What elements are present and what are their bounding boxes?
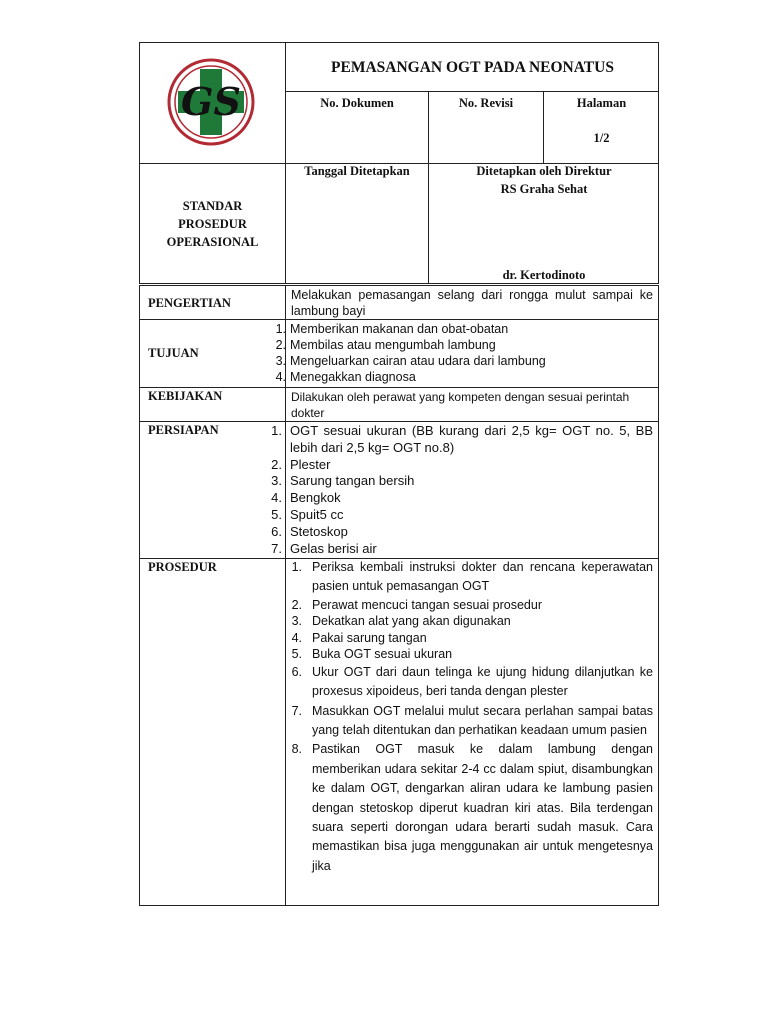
approved-by-label: Ditetapkan oleh Direktur (476, 164, 612, 178)
sop-label-line: PROSEDUR (178, 217, 247, 231)
list-item (266, 473, 653, 490)
list-text: Bengkok (290, 490, 341, 506)
document-title: PEMASANGAN OGT PADA NEONATUS (331, 59, 614, 76)
list-number: 3. (291, 614, 302, 629)
list-text: Pakai sarung tangan (312, 630, 427, 645)
list-item (266, 507, 653, 524)
list-text: Ukur OGT dari daun telinga ke ujung hidung dilanjutkan ke proxesus xipoideus, beri tanda dengan plester (312, 664, 653, 699)
list-number: 5. (291, 647, 302, 662)
list-item (266, 490, 653, 507)
sop-label-line: STANDAR (182, 199, 243, 213)
list-item (286, 646, 653, 663)
list-text: Mengeluarkan cairan atau udara dari lambung (290, 354, 546, 368)
section-label-prosedur: PROSEDUR (148, 560, 217, 574)
list-number: 3. (275, 354, 286, 368)
list-text: Periksa kembali instruksi dokter dan rencana keperawatan pasien untuk pemasangan OGT (312, 560, 653, 594)
doc-number-label: No. Dokumen (320, 96, 394, 110)
list-number: 4. (271, 490, 282, 506)
list-item (266, 457, 653, 474)
list-text: OGT sesuai ukuran (BB kurang dari 2,5 kg= OGT no. 5, BB lebih dari 2,5 kg= OGT no.8) (290, 423, 653, 455)
list-text: Masukkan OGT melalui mulut secara perlahan sampai batas yang telah ditentukan dan perhatikan keadaan umum pasien (312, 703, 653, 738)
section-label-pengertian: PENGERTIAN (148, 296, 231, 310)
page-label: Halaman (576, 96, 627, 110)
list-text: Membilas atau mengumbah lambung (290, 338, 496, 352)
list-text: Perawat mencuci tangan sesuai prosedur (312, 597, 542, 612)
section-label-tujuan: TUJUAN (148, 346, 199, 360)
list-item (266, 541, 653, 558)
section-list-prosedur (286, 558, 653, 876)
list-number: 1. (291, 560, 302, 574)
list-item (286, 702, 653, 741)
list-text: Plester (290, 456, 331, 472)
list-item (286, 558, 653, 597)
list-text: Spuit5 cc (290, 506, 344, 522)
list-item (286, 597, 653, 614)
logo-text: GS (181, 79, 241, 124)
list-number: 7. (291, 703, 302, 718)
sop-content-table (139, 285, 659, 906)
page-value: 1/2 (593, 131, 610, 145)
list-number: 2. (271, 456, 282, 472)
list-item (270, 321, 653, 337)
list-number: 6. (271, 523, 282, 539)
list-number: 2. (291, 597, 302, 612)
list-text: Menegakkan diagnosa (290, 370, 416, 384)
list-text: Sarung tangan bersih (290, 473, 415, 489)
revision-label: No. Revisi (458, 96, 514, 110)
section-list-tujuan (270, 321, 653, 385)
list-text: Memberikan makanan dan obat-obatan (290, 322, 509, 336)
list-number: 4. (291, 630, 302, 645)
list-item (266, 423, 653, 457)
list-text: Stetoskop (290, 523, 348, 539)
list-item (270, 353, 653, 369)
list-number: 2. (275, 338, 286, 352)
list-number: 1. (271, 423, 282, 438)
sop-label-line: OPERASIONAL (166, 235, 259, 249)
list-number: 4. (275, 370, 286, 384)
section-text-pengertian: Melakukan pemasangan selang dari rongga mulut sampai ke lambung bayi (291, 288, 653, 318)
row-divider (140, 421, 659, 422)
list-item (286, 613, 653, 630)
header-divider-title (285, 91, 659, 92)
list-item (270, 369, 653, 385)
list-item (286, 630, 653, 647)
list-number: 6. (291, 664, 302, 679)
list-number: 5. (271, 506, 282, 522)
director-name: dr. Kertodinoto (502, 268, 586, 282)
list-number: 3. (271, 473, 282, 489)
list-item (286, 740, 653, 876)
section-label-kebijakan: KEBIJAKAN (148, 389, 223, 403)
hospital-logo (166, 57, 256, 147)
date-established-label: Tanggal Ditetapkan (304, 164, 410, 178)
list-text: Gelas berisi air (290, 540, 377, 556)
row-divider (140, 387, 659, 388)
sop-header-table (139, 42, 659, 284)
list-item (266, 524, 653, 541)
section-label-persiapan: PERSIAPAN (148, 423, 219, 437)
section-text-kebijakan: Dilakukan oleh perawat yang kompeten dengan sesuai perintah dokter (291, 390, 630, 420)
list-number: 1. (275, 322, 286, 336)
list-number: 7. (271, 540, 282, 556)
hospital-name: RS Graha Sehat (500, 182, 588, 196)
sop-label (140, 197, 285, 251)
list-text: Pastikan OGT masuk ke dalam lambung dengan memberikan udara sekitar 2-4 cc dalam spiut, disambungkan ke dalam OGT, dengarkan aliran udara ke lambung pasien dengan stetoskop diperut kuadran kiri atas. Bila terdengan suara seperti dorongan udara berarti sudah masuk. Cara memastikan bisa juga menggunakan air untuk mengetesnya jika (312, 742, 653, 873)
list-item (286, 663, 653, 702)
section-list-persiapan (266, 423, 653, 557)
list-text: Buka OGT sesuai ukuran (312, 647, 453, 662)
list-number: 8. (291, 742, 302, 757)
row-divider (140, 319, 659, 320)
list-item (270, 337, 653, 353)
list-text: Dekatkan alat yang akan digunakan (312, 614, 511, 629)
